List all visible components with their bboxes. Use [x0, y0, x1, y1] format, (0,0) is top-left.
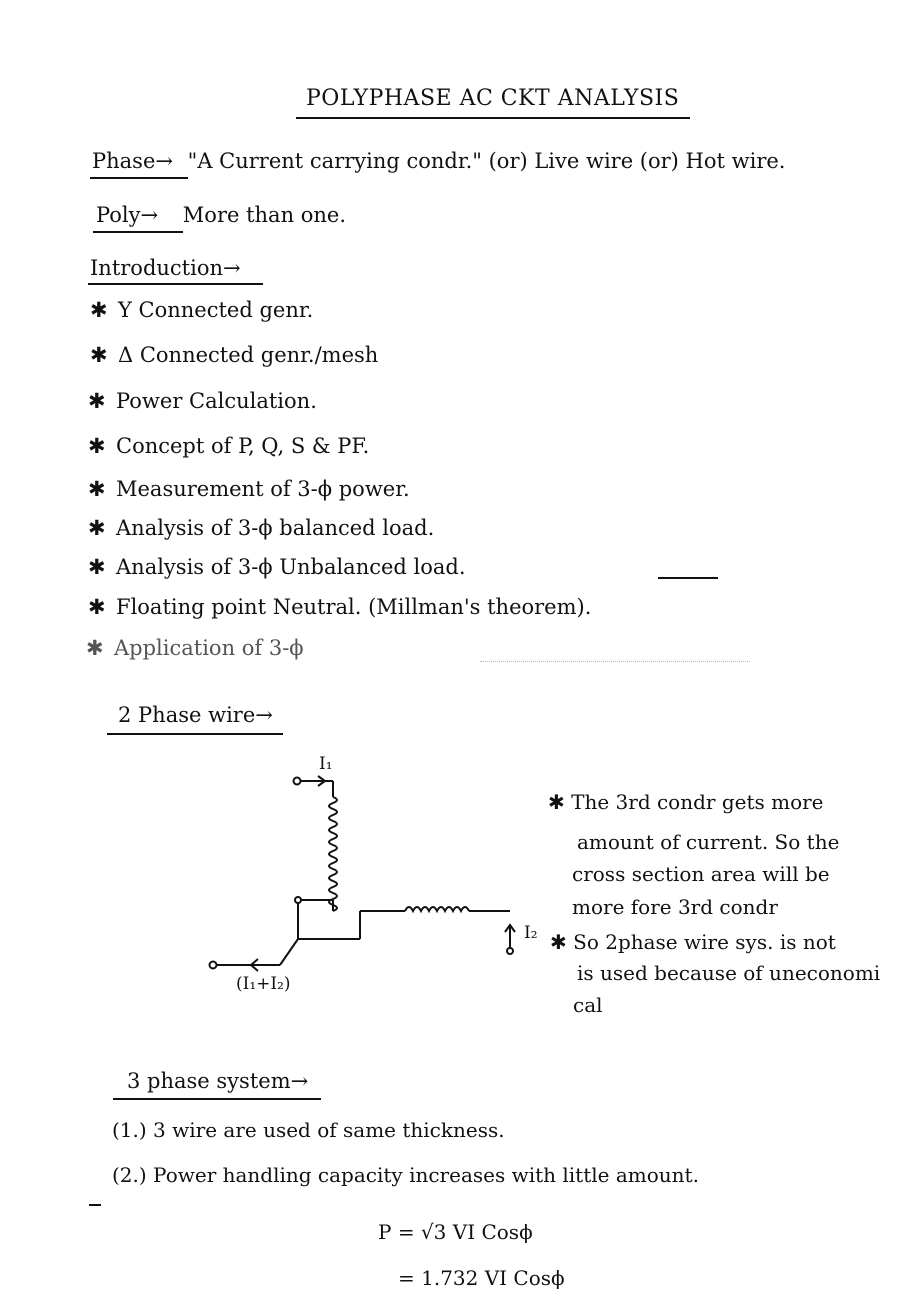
list-item-text: Analysis of 3-ϕ Unbalanced load. — [116, 555, 466, 579]
formula-power: P = √3 VI Cosϕ — [378, 1220, 533, 1244]
definition-poly-text: More than one. — [182, 203, 347, 227]
list-item — [86, 638, 304, 659]
poly-term-underline — [93, 231, 183, 233]
scan-dotted-line — [480, 661, 750, 662]
note-line: is used because of uneconomi — [577, 961, 881, 985]
list-item-text: Δ Connected genr./mesh — [118, 343, 379, 367]
definition-phase-text: "A Current carrying condr." (or) Live wire (or) Hot wire. — [187, 149, 786, 173]
definition-poly — [96, 205, 346, 226]
list-item — [88, 391, 317, 412]
list-item-text: Measurement of 3-ϕ power. — [116, 477, 410, 501]
list-item-text: Power Calculation. — [116, 389, 317, 413]
two-phase-underline — [107, 733, 283, 735]
bullet-star-icon: ✱ — [88, 477, 106, 501]
definition-phase-term: Phase→ — [92, 149, 173, 173]
three-phase-heading: 3 phase system→ — [127, 1069, 309, 1093]
current-label-i2: I₂ — [524, 923, 538, 943]
title-underline — [296, 117, 690, 119]
list-item-text: Analysis of 3-ϕ balanced load. — [116, 516, 435, 540]
three-phase-point-1: (1.) 3 wire are used of same thickness. — [112, 1118, 505, 1142]
definition-poly-term: Poly→ — [96, 203, 159, 227]
bullet-star-icon: ✱ — [88, 595, 106, 619]
list-item — [88, 597, 591, 618]
list-item-text: Y Connected genr. — [118, 298, 314, 322]
current-label-sum: (I₁+I₂) — [236, 974, 291, 994]
list-item — [90, 300, 313, 321]
list-item-text: Application of 3-ϕ — [114, 636, 304, 660]
definition-phase — [92, 151, 785, 172]
scan-dash — [658, 577, 718, 579]
note-line: amount of current. So the — [577, 830, 840, 854]
bullet-star-icon: ✱ — [88, 434, 106, 458]
list-item-text: Floating point Neutral. (Millman's theorem). — [116, 595, 592, 619]
list-item-text: Concept of P, Q, S & PF. — [116, 434, 370, 458]
two-phase-circuit-diagram — [200, 745, 540, 1005]
bullet-star-icon: ✱ — [88, 516, 106, 540]
bullet-star-icon: ✱ — [86, 636, 104, 660]
bullet-star-icon: ✱ — [88, 389, 106, 413]
note-line: cal — [573, 993, 603, 1017]
bullet-star-icon: ✱ — [90, 343, 108, 367]
three-phase-underline — [113, 1098, 321, 1100]
margin-dash — [89, 1204, 101, 1206]
list-item — [88, 518, 434, 539]
note-line: ✱ The 3rd condr gets more — [548, 790, 824, 814]
bullet-star-icon: ✱ — [90, 298, 108, 322]
introduction-heading: Introduction→ — [90, 256, 241, 280]
formula-power-numeric: = 1.732 VI Cosϕ — [398, 1266, 565, 1290]
introduction-underline — [88, 283, 263, 285]
list-item — [88, 479, 410, 500]
current-label-i1: I₁ — [319, 754, 333, 774]
bullet-star-icon: ✱ — [88, 555, 106, 579]
page-title: POLYPHASE AC CKT ANALYSIS — [306, 86, 680, 111]
note-line: cross section area will be — [572, 862, 830, 886]
phase-term-underline — [90, 177, 188, 179]
list-item — [90, 345, 378, 366]
note-line: more fore 3rd condr — [572, 895, 778, 919]
two-phase-heading: 2 Phase wire→ — [118, 703, 273, 727]
three-phase-point-2: (2.) Power handling capacity increases with little amount. — [112, 1163, 699, 1187]
note-line: ✱ So 2phase wire sys. is not — [550, 930, 836, 954]
list-item — [88, 436, 369, 457]
list-item — [88, 557, 466, 578]
